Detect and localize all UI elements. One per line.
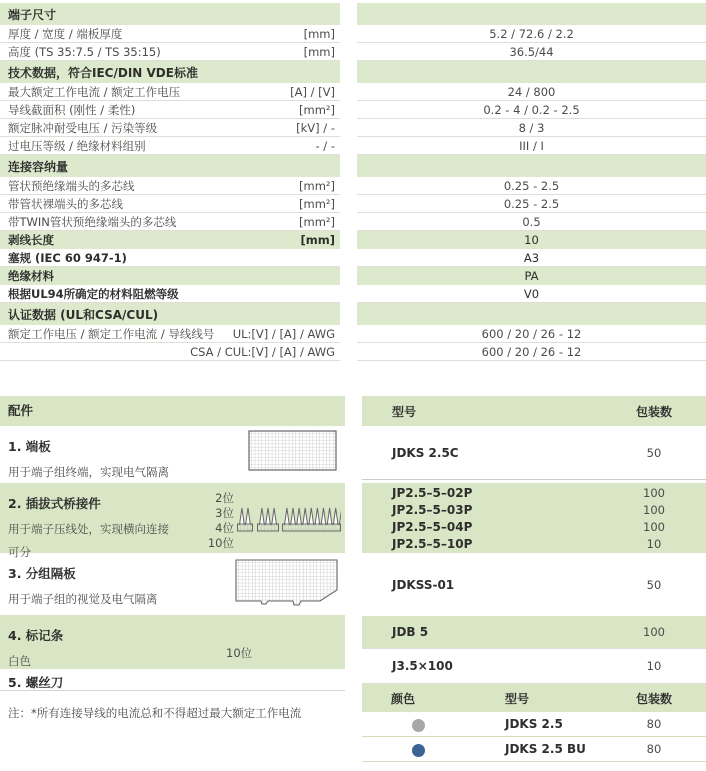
spec-row xyxy=(0,213,706,231)
order-block xyxy=(362,483,706,553)
accessory-pole-option: 10位 xyxy=(226,646,253,660)
spec-label: 技术数据，符合IEC/DIN VDE标准 xyxy=(8,65,198,80)
model-cell: JDKS 2.5C xyxy=(392,445,459,460)
spec-value: 8 / 3 xyxy=(518,120,545,135)
model-cell: JP2.5–5–03P xyxy=(392,502,473,517)
accessory-pole-options xyxy=(200,491,234,551)
model-cell: JP2.5–5–10P xyxy=(392,536,473,551)
spec-unit: UL:[V] / [A] / AWG xyxy=(232,326,335,341)
model-column-header: 型号 xyxy=(505,691,530,706)
spec-value: PA xyxy=(524,269,539,283)
qty-cell: 100 xyxy=(643,519,665,534)
pole-option: 4位 xyxy=(215,521,234,535)
qty-column-header: 包装数 xyxy=(635,404,672,419)
spec-section-header xyxy=(0,303,706,325)
spec-row xyxy=(0,267,706,285)
spec-row xyxy=(0,249,706,267)
accessories-panel xyxy=(0,396,345,721)
spec-value: 10 xyxy=(524,233,539,247)
order-row xyxy=(362,484,706,501)
spec-row xyxy=(0,177,706,195)
color-row xyxy=(362,737,706,762)
spec-unit: [A] / [V] xyxy=(290,84,335,99)
accessory-item-4 xyxy=(0,615,345,669)
spec-unit: [mm²] xyxy=(299,178,335,193)
model-cell: JDKS 2.5 xyxy=(505,717,563,731)
qty-cell: 80 xyxy=(646,742,662,756)
accessory-title: 1. 端板 xyxy=(8,439,51,454)
spec-section-header xyxy=(0,3,706,25)
accessories-header: 配件 xyxy=(0,396,345,426)
order-row xyxy=(362,518,706,535)
spec-value: 0.25 - 2.5 xyxy=(503,196,560,211)
bridge-drawing xyxy=(237,505,341,537)
spec-row xyxy=(0,119,706,137)
accessories-list xyxy=(0,426,345,691)
qty-cell: 10 xyxy=(646,536,662,551)
spec-value: 0.5 xyxy=(522,214,541,229)
spec-unit: [kV] / - xyxy=(296,120,335,135)
accessory-description: 可分 xyxy=(8,545,31,559)
accessory-description: 用于端子组的视觉及电气隔离 xyxy=(8,592,158,606)
spec-value: 36.5/44 xyxy=(509,44,554,59)
spec-unit: [mm²] xyxy=(299,214,335,229)
order-rows xyxy=(362,426,706,684)
pole-option: 2位 xyxy=(215,491,234,505)
spec-row xyxy=(0,137,706,155)
spec-label: 管状预绝缘端头的多芯线 xyxy=(8,178,135,193)
pole-option: 10位 xyxy=(207,536,234,550)
spec-label: 带TWIN管状预绝缘端头的多芯线 xyxy=(8,214,177,229)
spec-value: III / I xyxy=(519,138,544,153)
partition-drawing xyxy=(235,559,338,610)
color-table-header xyxy=(362,684,706,712)
spec-row xyxy=(0,43,706,61)
order-table xyxy=(362,396,706,762)
color-cell xyxy=(362,715,505,734)
footnote: 注：*所有连接导线的电流总和不得超过最大额定工作电流 xyxy=(8,706,302,720)
qty-cell: 50 xyxy=(646,445,662,460)
qty-cell: 80 xyxy=(646,717,662,731)
spec-row xyxy=(0,195,706,213)
spec-value: A3 xyxy=(523,250,540,265)
spec-label: 绝缘材料 xyxy=(8,269,54,283)
qty-cell: 100 xyxy=(643,502,665,517)
spec-section-header xyxy=(0,61,706,83)
spec-unit: [mm] xyxy=(300,233,335,247)
spec-label: 剥线长度 xyxy=(8,233,54,247)
spec-label: 认证数据 (UL和CSA/CUL) xyxy=(8,307,159,322)
model-cell: JDKSS-01 xyxy=(392,577,455,592)
qty-column-header: 包装数 xyxy=(635,691,672,706)
accessory-item-2 xyxy=(0,483,345,559)
model-cell: JDKS 2.5 BU xyxy=(505,742,586,756)
order-block xyxy=(362,553,706,616)
spec-label: 导线截面积 (刚性 / 柔性) xyxy=(8,102,136,117)
spec-label: 连接容纳量 xyxy=(8,159,69,174)
accessory-title: 3. 分组隔板 xyxy=(8,566,76,581)
spec-label: 带管状裸端头的多芯线 xyxy=(8,196,123,211)
accessory-title: 4. 标记条 xyxy=(8,628,64,643)
spec-label: 最大额定工作电流 / 额定工作电压 xyxy=(8,84,181,99)
accessory-description: 用于端子组终端，实现电气隔离 xyxy=(8,465,169,479)
spec-row xyxy=(0,101,706,119)
end-plate-drawing xyxy=(248,430,337,475)
spec-label: 根据UL94所确定的材料阻燃等级 xyxy=(8,286,179,301)
model-cell: JP2.5–5–04P xyxy=(392,519,473,534)
order-row xyxy=(362,535,706,552)
spec-unit: [mm] xyxy=(303,26,335,41)
spec-label: 端子尺寸 xyxy=(8,7,57,22)
qty-cell: 100 xyxy=(643,625,665,639)
order-block xyxy=(362,616,706,648)
gray-color-dot xyxy=(412,719,425,732)
accessory-item-3 xyxy=(0,553,345,615)
accessory-item-1 xyxy=(0,426,345,483)
spec-value: 0.2 - 4 / 0.2 - 2.5 xyxy=(483,102,580,117)
order-table-header xyxy=(362,396,706,426)
model-cell: J3.5×100 xyxy=(392,659,453,673)
spec-row xyxy=(0,343,706,361)
spec-value: 5.2 / 72.6 / 2.2 xyxy=(489,26,574,41)
spec-value: 600 / 20 / 26 - 12 xyxy=(481,344,582,359)
color-cell xyxy=(362,740,505,759)
color-rows xyxy=(362,712,706,762)
spec-value: 24 / 800 xyxy=(507,84,556,99)
spec-label: 厚度 / 宽度 / 端板厚度 xyxy=(8,26,123,41)
spec-label: 过电压等级 / 绝缘材料组别 xyxy=(8,138,146,153)
spec-label: 高度 (TS 35:7.5 / TS 35:15) xyxy=(8,44,161,59)
order-row xyxy=(362,624,706,641)
accessory-description: 白色 xyxy=(8,654,31,668)
model-cell: JP2.5–5–02P xyxy=(392,485,473,500)
spec-value: V0 xyxy=(523,286,540,301)
qty-cell: 10 xyxy=(646,659,662,673)
spec-row xyxy=(0,285,706,303)
order-row xyxy=(362,501,706,518)
accessory-item-5 xyxy=(0,669,345,691)
spec-unit: [mm] xyxy=(303,44,335,59)
accessory-description: 用于端子压线处，实现横向连接 xyxy=(8,522,169,536)
spec-unit: CSA / CUL:[V] / [A] / AWG xyxy=(190,344,335,359)
spec-value: 600 / 20 / 26 - 12 xyxy=(481,326,582,341)
spec-unit: [mm²] xyxy=(299,102,335,117)
spec-unit: - / - xyxy=(315,138,335,153)
spec-unit: [mm²] xyxy=(299,196,335,211)
spec-label: 额定脉冲耐受电压 / 污染等级 xyxy=(8,120,158,135)
spec-row xyxy=(0,25,706,43)
accessory-title: 5. 螺丝刀 xyxy=(8,675,64,690)
spec-section-header xyxy=(0,155,706,177)
color-row xyxy=(362,712,706,737)
spec-row xyxy=(0,83,706,101)
pole-option: 3位 xyxy=(215,506,234,520)
qty-cell: 50 xyxy=(646,577,662,592)
order-row xyxy=(362,576,706,593)
spec-row xyxy=(0,325,706,343)
color-column-header: 颜色 xyxy=(391,691,416,706)
order-row xyxy=(362,444,706,461)
model-column-header: 型号 xyxy=(392,404,417,419)
accessory-title: 2. 插拔式桥接件 xyxy=(8,496,101,511)
spec-table xyxy=(0,3,706,361)
spec-value: 0.25 - 2.5 xyxy=(503,178,560,193)
spec-label: 塞规 (IEC 60 947-1) xyxy=(8,250,127,265)
blue-color-dot xyxy=(412,744,425,757)
order-row xyxy=(362,658,706,675)
model-cell: JDB 5 xyxy=(392,625,429,639)
order-block xyxy=(362,426,706,480)
spec-label: 额定工作电压 / 额定工作电流 / 导线线号 xyxy=(8,326,215,341)
qty-cell: 100 xyxy=(643,485,665,500)
order-block xyxy=(362,648,706,684)
spec-row xyxy=(0,231,706,249)
